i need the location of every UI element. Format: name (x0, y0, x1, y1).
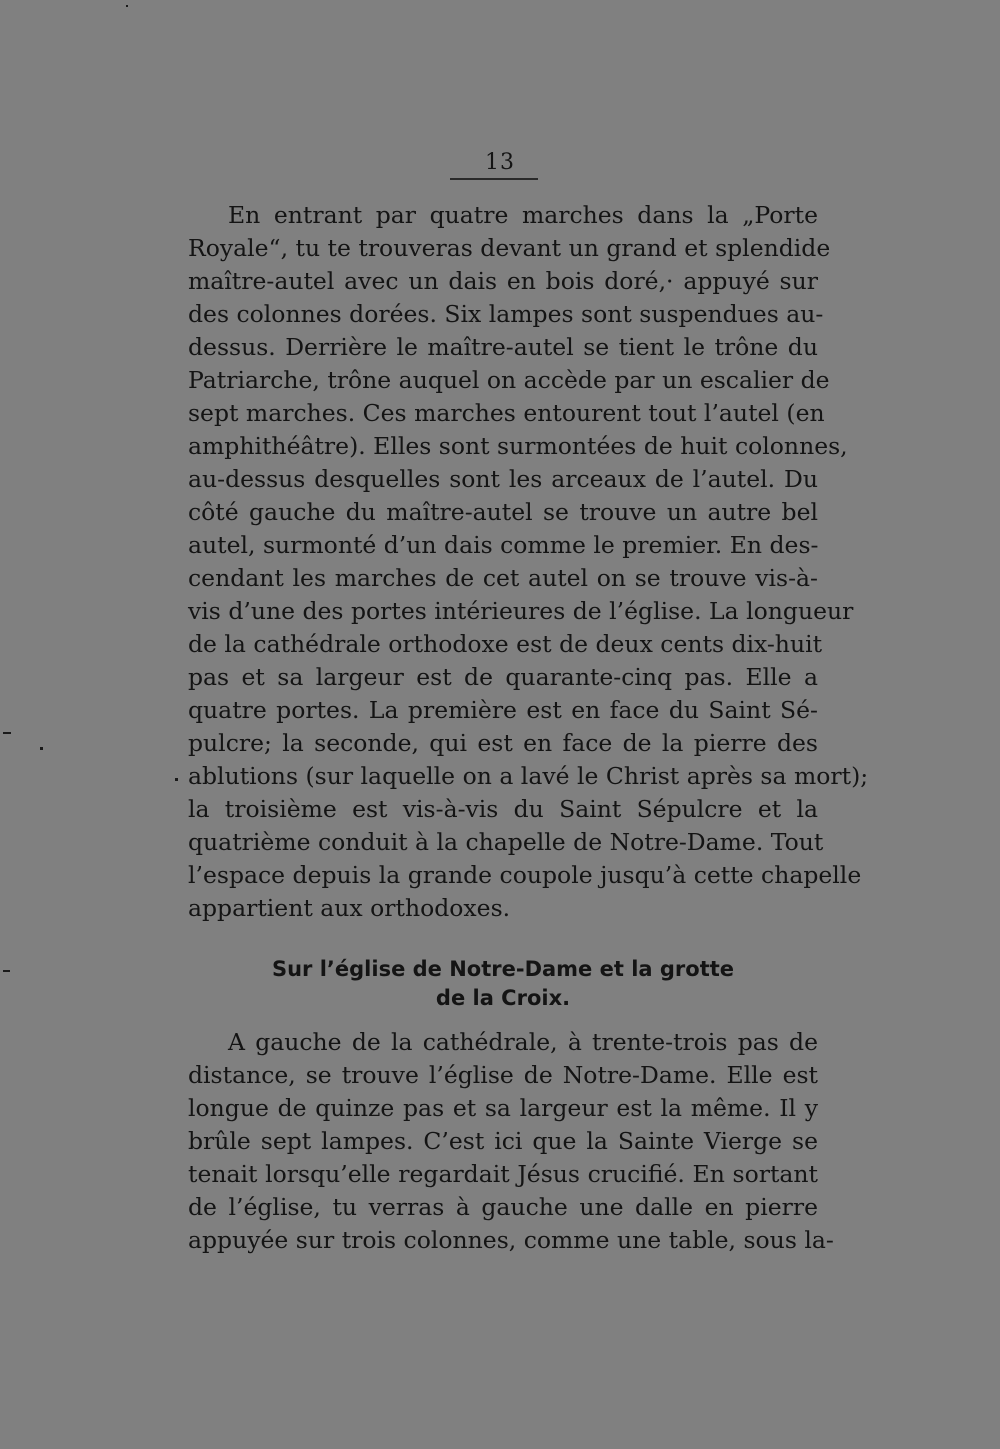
page-number: 13 (485, 150, 515, 175)
text-line: l’espace depuis la grande coupole jusqu’à cette chapelle (188, 861, 862, 889)
text-line: ablutions (sur laquelle on a lavé le Christ après sa mort); (188, 762, 869, 790)
scan-mark (3, 970, 10, 972)
text-line: côté gauche du maître-autel se trouve un autre bel (188, 498, 818, 526)
text-line: Royale“, tu te trouveras devant un grand et splendide (188, 234, 831, 262)
paragraph-2 (188, 1026, 834, 1257)
text-line: vis d’une des portes intérieures de l’église. La longueur (188, 597, 854, 625)
text-line: des colonnes dorées. Six lampes sont suspendues au- (188, 300, 824, 328)
paragraph-1 (188, 199, 869, 925)
scan-mark (126, 5, 128, 7)
text-line: maître-autel avec un dais en bois doré,· appuyé sur (188, 267, 818, 295)
text-line: tenait lorsqu’elle regardait Jésus crucifié. En sortant (188, 1160, 818, 1188)
scan-mark (40, 747, 43, 750)
scan-mark (175, 778, 178, 781)
text-line: pas et sa largeur est de quarante-cinq pas. Elle a (188, 663, 818, 691)
text-line: longue de quinze pas et sa largeur est la même. Il y (188, 1094, 818, 1122)
text-line: de l’église, tu verras à gauche une dalle en pierre (188, 1193, 818, 1221)
section-heading (188, 955, 818, 1013)
text-line: sept marches. Ces marches entourent tout l’autel (en (188, 399, 825, 427)
text-line: autel, surmonté d’un dais comme le premier. En des- (188, 531, 819, 559)
text-line: pulcre; la seconde, qui est en face de la pierre des (188, 729, 818, 757)
text-line: appuyée sur trois colonnes, comme une table, sous la- (188, 1226, 834, 1254)
scan-mark (3, 732, 11, 734)
text-line: brûle sept lampes. C’est ici que la Sainte Vierge se (188, 1127, 818, 1155)
text-line: au-dessus desquelles sont les arceaux de l’autel. Du (188, 465, 818, 493)
text-line: dessus. Derrière le maître-autel se tient le trône du (188, 333, 818, 361)
text-line: quatrième conduit à la chapelle de Notre-Dame. Tout (188, 828, 824, 856)
text-line: la troisième est vis-à-vis du Saint Sépulcre et la (188, 795, 818, 823)
text-line: de la cathédrale orthodoxe est de deux cents dix-huit (188, 630, 823, 658)
text-line: En entrant par quatre marches dans la „Porte (228, 201, 818, 229)
section-heading-line-1: Sur l’église de Notre-Dame et la grotte (271, 957, 735, 981)
text-line: amphithéâtre). Elles sont surmontées de huit colonnes, (188, 432, 848, 460)
text-line: distance, se trouve l’église de Notre-Dame. Elle est (188, 1061, 818, 1089)
text-line: A gauche de la cathédrale, à trente-trois pas de (228, 1028, 818, 1056)
page-number-rule (450, 178, 538, 180)
text-line: cendant les marches de cet autel on se trouve vis-à- (188, 564, 818, 592)
text-line: Patriarche, trône auquel on accède par un escalier de (188, 366, 830, 394)
text-line: quatre portes. La première est en face du Saint Sé- (188, 696, 818, 724)
section-heading-line-2: de la Croix. (435, 986, 571, 1010)
text-line: appartient aux orthodoxes. (188, 894, 511, 922)
